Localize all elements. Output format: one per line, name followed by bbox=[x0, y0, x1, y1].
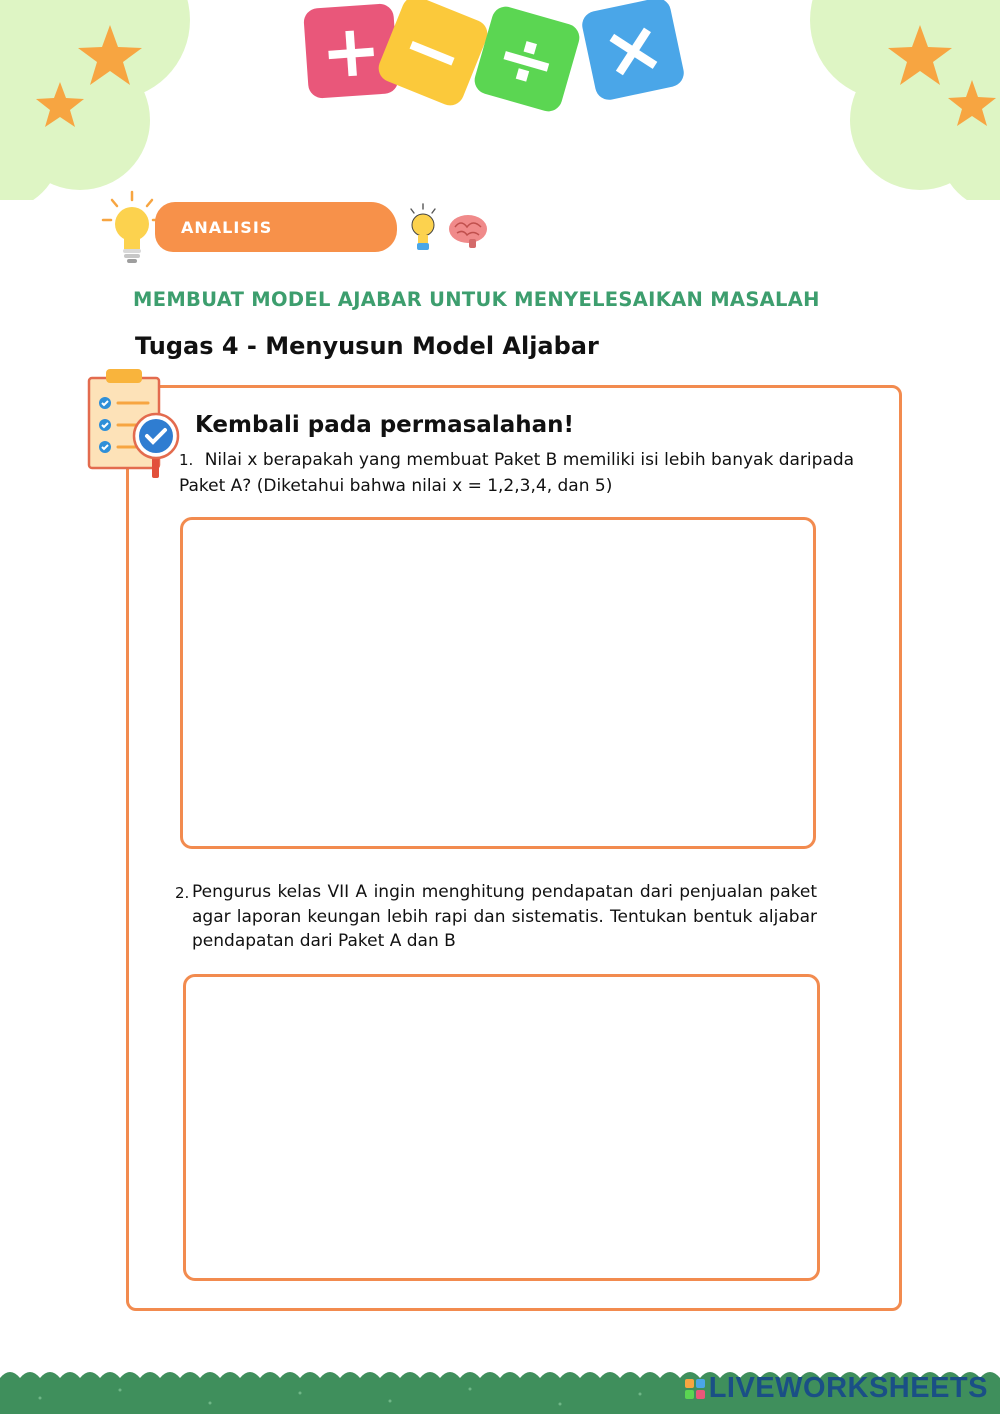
corner-cloud-right bbox=[790, 0, 1000, 200]
liveworksheets-mark-icon bbox=[685, 1379, 705, 1399]
task-title: Tugas 4 - Menyusun Model Aljabar bbox=[135, 332, 599, 360]
divide-icon: ÷ bbox=[471, 3, 582, 114]
multiply-icon: × bbox=[580, 0, 687, 102]
small-lightbulb-icon bbox=[405, 203, 441, 255]
plus-icon: + bbox=[303, 3, 399, 99]
section-heading: Kembali pada permasalahan! bbox=[195, 412, 574, 438]
question-text: Nilai x berapakah yang membuat Paket B memiliki isi lebih banyak daripada Paket A? (Diketahui bahwa nilai x = 1,2,3,4, dan 5) bbox=[179, 450, 855, 496]
brain-icon bbox=[447, 213, 489, 249]
brand-text: LIVEWORKSHEETS bbox=[708, 1372, 988, 1404]
answer-box-2[interactable] bbox=[183, 974, 820, 1281]
question-2-text: Pengurus kelas VII A ingin menghitung pendapatan dari penjualan paket agar laporan keungan lebih rapi dan sistematis. Tentukan bentuk aljabar pendapatan dari Paket A dan B bbox=[192, 882, 817, 951]
section-title: MEMBUAT MODEL AJABAR UNTUK MENYELESAIKAN MASALAH bbox=[133, 288, 820, 311]
question-1 bbox=[179, 447, 859, 499]
question-number: 1. bbox=[179, 451, 194, 469]
clipboard-check-icon bbox=[86, 366, 182, 484]
question-number: 2. bbox=[175, 884, 190, 902]
corner-cloud-left bbox=[0, 0, 210, 200]
minus-icon: − bbox=[374, 0, 491, 110]
analisis-banner bbox=[155, 202, 397, 252]
answer-box-1[interactable] bbox=[180, 517, 816, 849]
liveworksheets-logo[interactable] bbox=[685, 1372, 988, 1405]
banner-label: ANALISIS bbox=[181, 217, 273, 237]
